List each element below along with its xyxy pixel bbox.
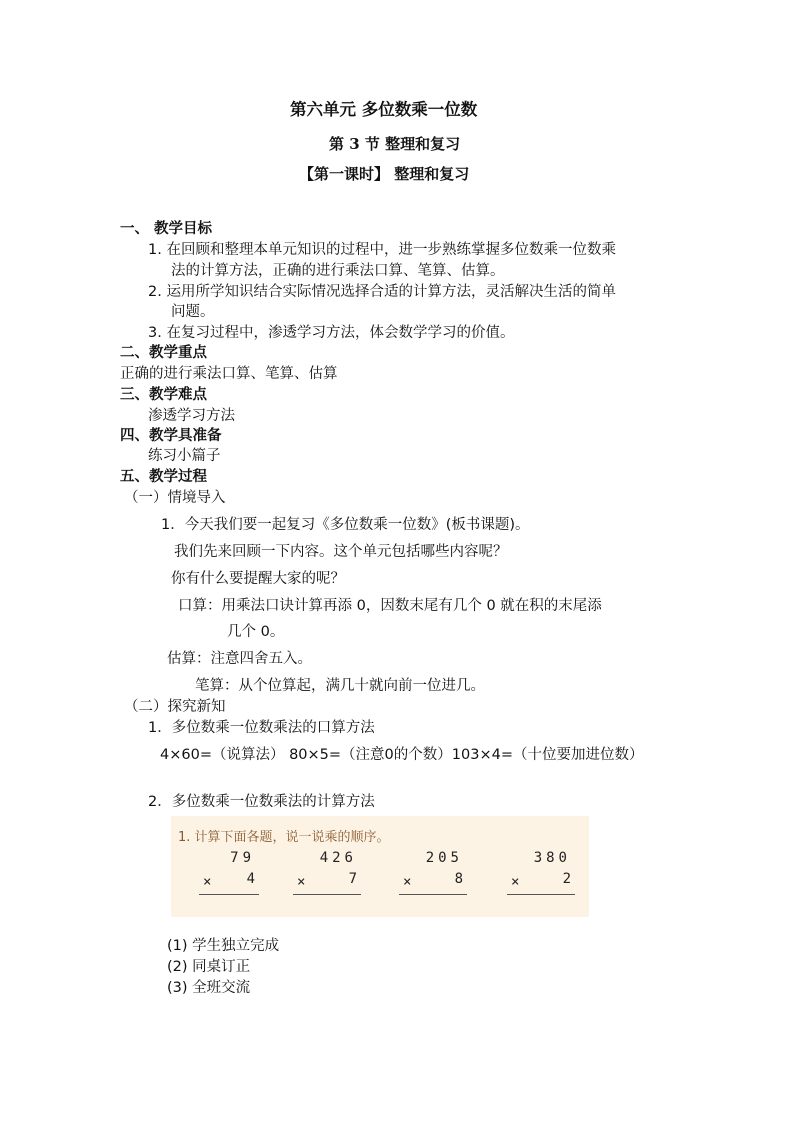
part1-line-7: 笔算：从个位算起，满几十就向前一位进几。 [195, 678, 485, 694]
multiply-sign: × [511, 874, 520, 890]
problem-4-underline [507, 894, 575, 895]
difficulty-heading: 三、教学难点 [120, 387, 207, 403]
part2-item-1: 1．多位数乘一位数乘法的口算方法 [148, 720, 375, 736]
problem-1-multiplier: 4 [246, 871, 255, 887]
problem-1-top: 79 [230, 850, 255, 866]
lesson-title: 【第一课时】 整理和复习 [299, 165, 470, 183]
multiply-sign: × [203, 874, 212, 890]
part1-line-2: 我们先来回顾一下内容。这个单元包括哪些内容呢？ [174, 544, 508, 560]
part2-examples: 4×60=（说算法） 80×5=（注意0的个数）103×4=（十位要加进位数） [160, 747, 644, 763]
section-title: 第 3 节 整理和复习 [329, 135, 461, 153]
part1-line-5: 几个 0。 [227, 624, 285, 640]
goal-1-line-2: 法的计算方法，正确的进行乘法口算、笔算、估算。 [171, 263, 505, 279]
part1-heading: （一）情境导入 [124, 490, 226, 506]
problem-4 [507, 850, 575, 898]
part2-item-2: 2．多位数乘一位数乘法的计算方法 [148, 794, 375, 810]
problem-1-underline [199, 894, 259, 895]
problem-3-multiplier: 8 [454, 871, 463, 887]
problem-1 [199, 850, 259, 898]
difficulty-text: 渗透学习方法 [148, 408, 235, 424]
problem-2-underline [293, 894, 361, 895]
key-points-text: 正确的进行乘法口算、笔算、估算 [120, 366, 338, 382]
materials-text: 练习小篇子 [148, 448, 221, 464]
exercise-panel [171, 816, 589, 917]
multiply-sign: × [403, 874, 412, 890]
part1-line-6: 估算：注意四舍五入。 [167, 651, 312, 667]
problem-3-top: 205 [425, 850, 463, 866]
step-2: (2) 同桌订正 [167, 959, 251, 975]
problem-2 [293, 850, 361, 898]
problem-4-top: 380 [533, 850, 571, 866]
exercise-prompt: 1. 计算下面各题，说一说乘的顺序。 [178, 830, 390, 845]
part1-line-3: 你有什么要提醒大家的呢？ [171, 571, 345, 587]
goal-2-line-2: 问题。 [171, 304, 215, 320]
problem-3 [399, 850, 467, 898]
problem-3-underline [399, 894, 467, 895]
step-3: (3) 全班交流 [167, 980, 251, 996]
page-title: 第六单元 多位数乘一位数 [290, 100, 478, 119]
goal-3: 3. 在复习过程中，渗透学习方法，体会数学学习的价值。 [148, 325, 515, 341]
goal-1-line-1: 1. 在回顾和整理本单元知识的过程中，进一步熟练掌握多位数乘一位数乘 [148, 242, 616, 258]
materials-heading: 四、教学具准备 [120, 428, 222, 444]
process-heading: 五、教学过程 [120, 469, 207, 485]
problem-4-multiplier: 2 [562, 871, 571, 887]
step-1: (1) 学生独立完成 [167, 938, 280, 954]
problem-2-multiplier: 7 [348, 871, 357, 887]
goals-heading: 一、 教学目标 [120, 221, 213, 237]
problem-2-top: 426 [319, 850, 357, 866]
part1-line-1: 1．今天我们要一起复习《多位数乘一位数》(板书课题)。 [161, 517, 530, 533]
goal-2-line-1: 2. 运用所学知识结合实际情况选择合适的计算方法，灵活解决生活的简单 [148, 284, 616, 300]
part2-heading: （二）探究新知 [124, 699, 226, 715]
key-points-heading: 二、教学重点 [120, 345, 207, 361]
part1-line-4: 口算：用乘法口诀计算再添 0，因数末尾有几个 0 就在积的末尾添 [178, 598, 602, 614]
multiply-sign: × [297, 874, 306, 890]
